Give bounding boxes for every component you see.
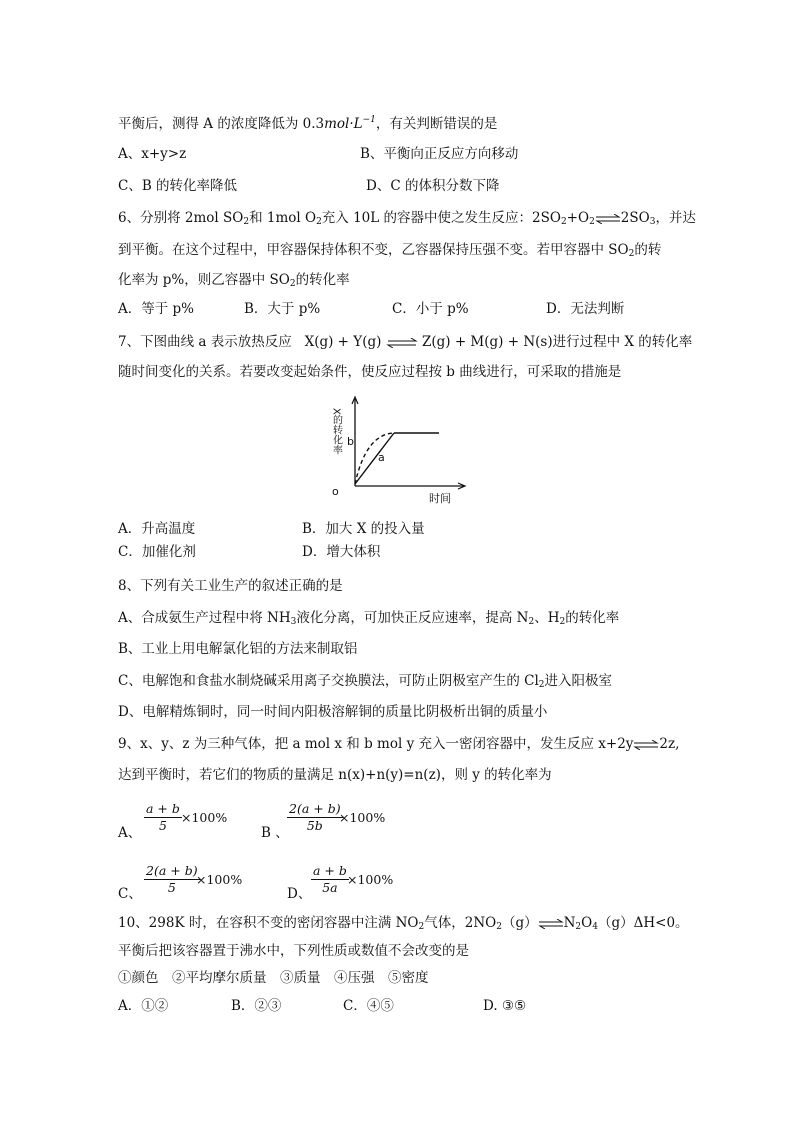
equilibrium-arrow-icon: [595, 214, 621, 224]
q9-option-d-fraction: $\frac{a + b}{5a}$: [313, 863, 347, 895]
equilibrium-arrow-icon: [386, 338, 418, 348]
q9-option-c-label: C、: [118, 886, 142, 902]
q9-option-b-percent: ×100%: [339, 810, 386, 825]
q9-option-a-fraction: $\frac{a + b}{5}$: [146, 801, 180, 833]
q5-option-d: D、C 的体积分数下降: [366, 178, 500, 194]
q7-option-d: D．增大体积: [302, 544, 381, 560]
q10-items: ①颜色 ②平均摩尔质量 ③质量 ④压强 ⑤密度: [118, 970, 429, 986]
q9-option-d-label: D、: [287, 886, 312, 902]
q8-stem: 8、下列有关工业生产的叙述正确的是: [118, 578, 343, 594]
q5-option-a: A、x+y>z: [118, 146, 187, 162]
q6-option-d: D．无法判断: [546, 301, 625, 317]
q6-option-a: A．等于 p%: [118, 301, 195, 317]
q5-option-b: B、平衡向正反应方向移动: [360, 146, 519, 162]
q7-option-a: A．升高温度: [118, 521, 196, 537]
curve-b-label: b: [347, 435, 354, 448]
q6-stem-line-1: 6、分别将 2mol $SO_2$和 1mol $O_2$充入 10L 的容器中使之发生反应：$2SO_2+O_2$ $2SO_3$，并达: [118, 210, 696, 227]
q7-stem-line-1: 7、下图曲线 a 表示放热反应 X(g) + Y(g) Z(g) + M(g) + N(s)进行过程中 X 的转化率: [118, 334, 693, 350]
q9-stem-line-2: 达到平衡时，若它们的物质的量满足 n(x)+n(y)=n(z)，则 y 的转化率为: [118, 767, 552, 783]
q9-option-d-percent: ×100%: [347, 872, 394, 887]
y-axis-label: X的转化率: [330, 408, 342, 455]
q6-stem-line-3: 化率为 p%，则乙容器中 $SO_2$的转化率: [118, 272, 350, 289]
x-axis-label: 时间: [429, 492, 451, 505]
q8-option-c: C、电解饱和食盐水制烧碱采用离子交换膜法，可防止阴极室产生的 $Cl_2$进入阳极室: [118, 673, 613, 690]
origin-label: o: [332, 485, 339, 498]
equilibrium-arrow-icon: [633, 740, 659, 750]
q9-option-a-percent: ×100%: [181, 810, 228, 825]
q10-option-d: D. ③⑤: [483, 998, 527, 1014]
equilibrium-arrow-icon: [538, 919, 564, 929]
q9-option-b-fraction: $\frac{2(a + b)}{5b}$: [289, 801, 341, 833]
q5-option-c: C、B 的转化率降低: [118, 178, 238, 194]
q9-stem-line-1: 9、x、y、z 为三种气体，把 a mol x 和 b mol y 充入一密闭容器中，发生反应 x+2y 2z,: [118, 736, 680, 752]
q10-option-c: C．④⑤: [343, 998, 394, 1014]
q7-option-b: B．加大 X 的投入量: [302, 521, 425, 537]
q10-stem-line-2: 平衡后把该容器置于沸水中，下列性质或数值不会改变的是: [118, 943, 469, 959]
curve-a: [355, 433, 394, 484]
curve-a-label: a: [378, 451, 385, 464]
q10-option-a: A．①②: [118, 998, 169, 1014]
q10-option-b: B．②③: [231, 998, 282, 1014]
q6-option-b: B．大于 p%: [244, 301, 321, 317]
q7-stem-line-2: 随时间变化的关系。若要改变起始条件，使反应过程按 b 曲线进行，可采取的措施是: [118, 364, 622, 380]
q9-option-a-label: A、: [118, 825, 142, 841]
q9-option-b-label: B 、: [261, 825, 289, 841]
q10-stem-line-1: 10、298K 时，在容积不变的密闭容器中注满 $NO_2$气体，$2NO_2(g)$ $N_2O_4(g)\Delta H<0$。: [118, 915, 689, 932]
q6-option-c: C．小于 p%: [392, 301, 469, 317]
q6-stem-line-2: 到平衡。在这个过程中，甲容器保持体积不变，乙容器保持压强不变。若甲容器中 $SO_2$的转: [118, 242, 662, 259]
q8-option-a: A、合成氨生产过程中将 $NH_3$液化分离，可加快正反应速率，提高 $N_2$、$H_2$的转化率: [118, 610, 620, 627]
q9-option-c-percent: ×100%: [196, 872, 243, 887]
q5-stem: 平衡后，测得 A 的浓度降低为 $0.3mol\cdot L^{-1}$，有关判断错误的是: [118, 115, 498, 132]
q9-option-c-fraction: $\frac{2(a + b)}{5}$: [146, 863, 198, 895]
q7-option-c: C．加催化剂: [118, 544, 196, 560]
q8-option-d: D、电解精炼铜时，同一时间内阳极溶解铜的质量比阴极析出铜的质量小: [118, 704, 548, 720]
q8-option-b: B、工业上用电解氯化铝的方法来制取铝: [118, 641, 358, 657]
conversion-time-graph: [322, 394, 472, 506]
